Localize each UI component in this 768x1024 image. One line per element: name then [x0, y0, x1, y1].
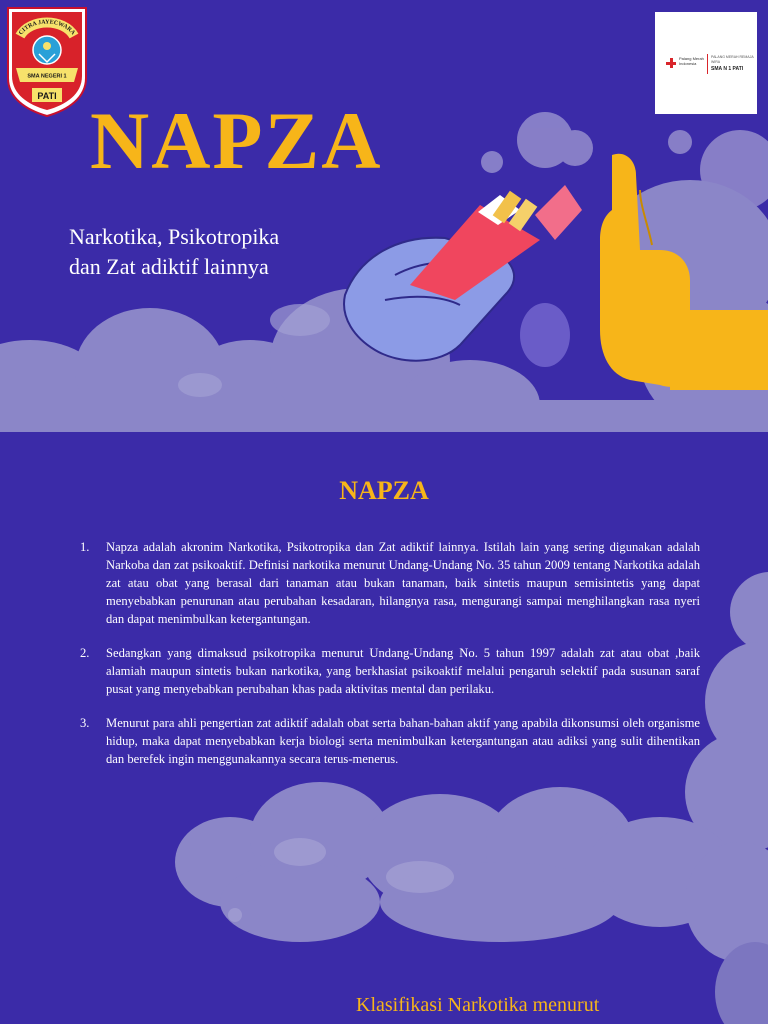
school-crest-logo	[6, 6, 88, 118]
list-item	[80, 644, 700, 698]
purple-blob	[520, 303, 570, 367]
cover-slide	[0, 0, 768, 432]
content-slide	[0, 432, 768, 1024]
partner-divider	[707, 54, 708, 74]
list-number: 1.	[80, 540, 90, 554]
crest-motto: CITRA JAYECWARA	[18, 19, 76, 37]
list-item	[80, 714, 700, 768]
list-number: 2.	[80, 646, 90, 660]
partner-org-name: Palang Merah Indonesia	[679, 56, 704, 66]
cover-subtitle	[69, 222, 279, 282]
cover-illustration	[0, 0, 768, 432]
crest-city: PATI	[37, 91, 57, 101]
subtitle-line: Narkotika, Psikotropika	[69, 224, 280, 249]
list-number: 3.	[80, 716, 90, 730]
red-cross-icon	[666, 58, 676, 68]
list-item	[80, 538, 700, 628]
partner-unit-label: PALANG MERAH REMAJA WIRA	[711, 55, 754, 64]
crest-ribbon-text: SMA NEGERI 1	[27, 73, 67, 80]
cover-title: NAPZA	[90, 95, 383, 186]
bottom-cloud	[175, 782, 768, 962]
definition-list	[80, 538, 700, 784]
subtitle-line: dan Zat adiktif lainnya	[69, 254, 269, 279]
section-heading: NAPZA	[339, 476, 429, 505]
list-text: Napza adalah akronim Narkotika, Psikotropika dan Zat adiktif lainnya. Istilah lain yang sering digunakan adalah Narkoba dan zat psikoaktif. Definisi narkotika menurut Undang-Undang No. 35 tahun 2009 tentang Narkotika adalah zat atau obat yang berasal dari tanaman atau bukan tanaman, baik sintetis maupun semisintetis yang dapat menyebabkan penurunan atau perubahan kesadaran, hilangnya rasa, mengurangi sampai menghilangkan rasa nyeri dan dapat menimbulkan ketergantungan.	[106, 540, 700, 626]
partner-school-name: SMA N 1 PATI	[711, 66, 744, 72]
next-slide-title: Klasifikasi Narkotika menurut	[356, 994, 600, 1016]
list-text: Menurut para ahli pengertian zat adiktif adalah obat serta bahan-bahan aktif yang apabila dikonsumsi oleh organisme hidup, maka dapat menyebabkan kerja biologi serta menimbulkan ketergantungan atau adiksi yang sulit dihentikan dan berefek ingin menggunakannya secara terus-menerus.	[106, 716, 700, 766]
list-text: Sedangkan yang dimaksud psikotropika menurut Undang-Undang No. 5 tahun 1997 adalah zat atau obat ,baik alamiah maupun sintetis bukan narkotika, yang berkhasiat psikoaktif melalui pengaruh selektif pada susunan saraf pusat yang menyebabkan perubahan khas pada aktivitas mental dan perilaku.	[106, 646, 700, 696]
partner-logo	[655, 12, 757, 114]
